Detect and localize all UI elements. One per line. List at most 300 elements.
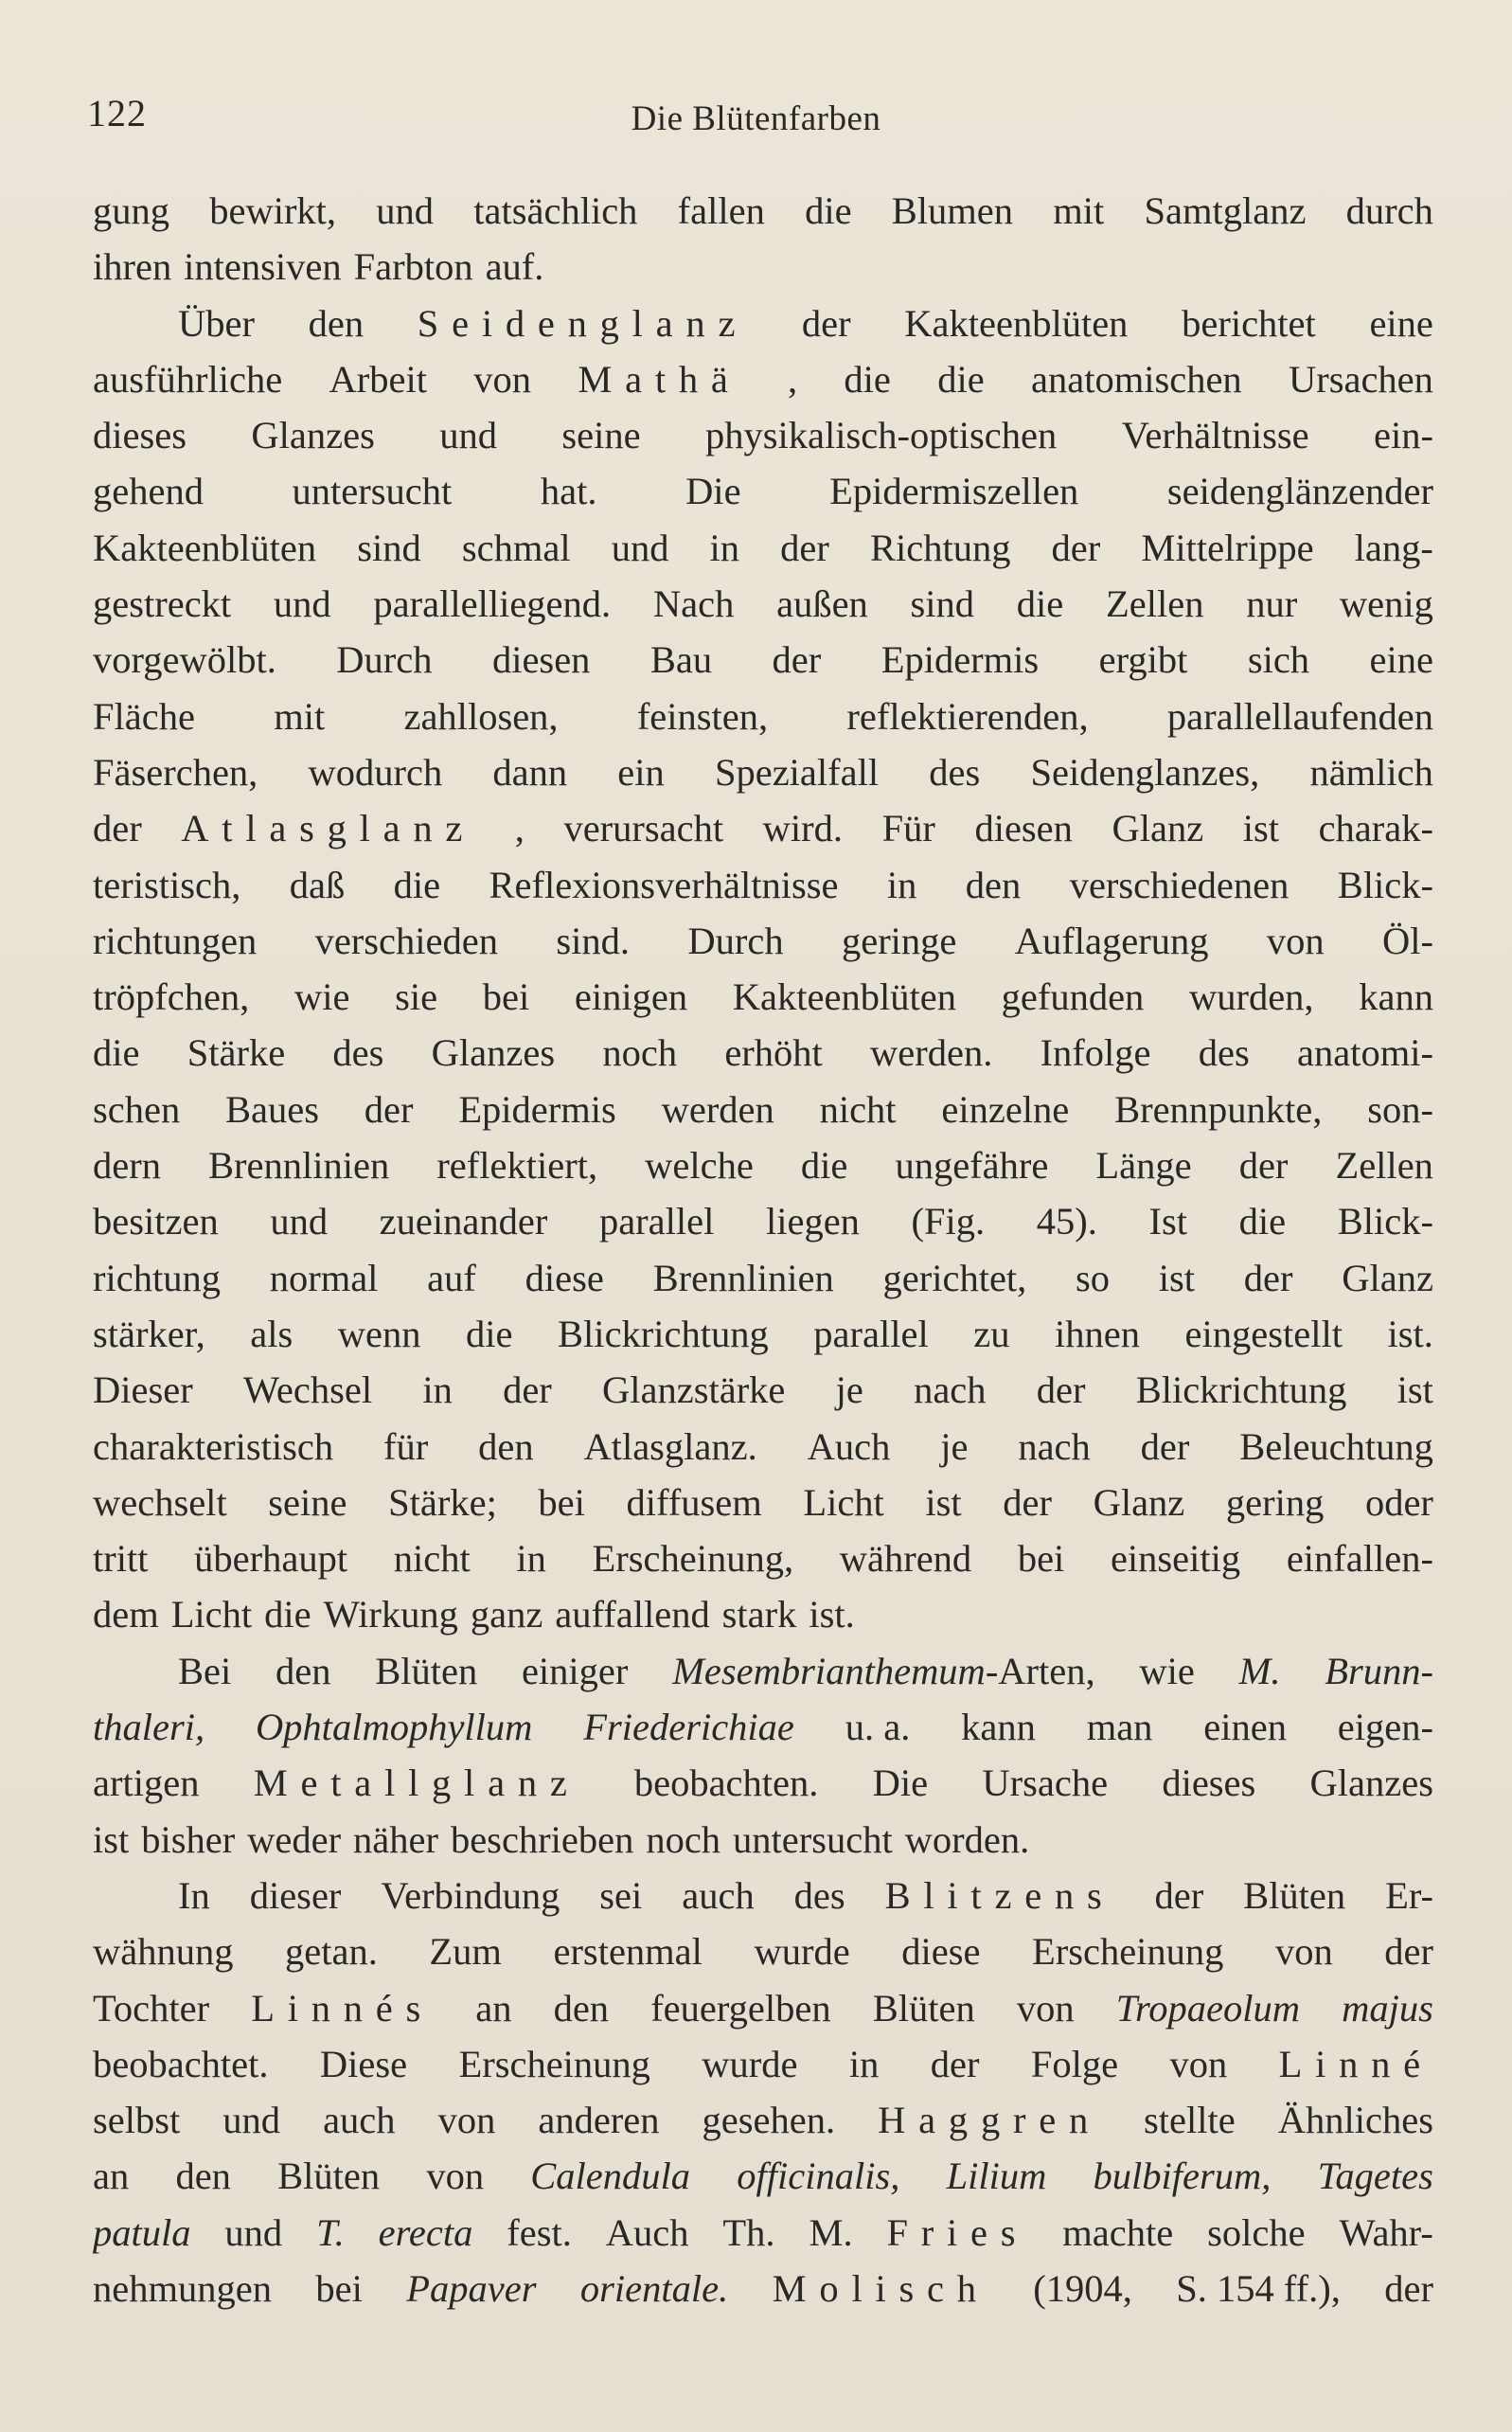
word: (Fig. [911,1200,986,1243]
word: wird. [762,807,844,850]
word: worden. [904,1817,1030,1861]
word: Blumen [891,189,1014,232]
word: Seidenglanzes, [1030,750,1260,794]
text-line [93,688,1433,744]
text-line [93,2205,1433,2261]
word: Stärke [187,1031,286,1075]
word: seidenglänzender [1166,470,1433,513]
word: erecta [378,2210,473,2254]
word: dem [93,1593,159,1636]
word: werden [661,1087,774,1131]
word: Ursache [982,1761,1109,1805]
word: den [275,1649,331,1692]
word: Blüten [1243,1873,1346,1917]
word: den [553,1986,610,2030]
body-text [93,183,1433,2316]
word: nicht [819,1087,897,1131]
word: Brennlinien [208,1144,390,1188]
word: tatsächlich [473,189,638,232]
word: daß [289,863,346,906]
word: einseitig [1110,1537,1241,1581]
word: sind [910,582,975,626]
word: in [709,526,740,569]
word: Epidermis [458,1087,616,1131]
word: die [1016,582,1064,626]
word: von [1016,1986,1075,2030]
word: die [800,1144,848,1188]
word: den [308,301,365,345]
word: wurden, [1188,975,1314,1019]
word: parallellaufenden [1166,694,1433,738]
word: Brunn- [1325,1649,1433,1692]
word: Erscheinung [1031,1930,1224,1974]
word: nehmungen [93,2266,272,2310]
word: und [439,414,497,457]
word: einen [1203,1706,1287,1749]
word: fest. [507,2210,572,2254]
word: Erscheinung [458,2042,650,2085]
word: wie [294,975,350,1019]
word: Über [178,301,255,345]
word: und [376,189,435,232]
word: und [270,1200,329,1243]
word: die [264,1593,311,1636]
word: Stärke; [388,1480,497,1524]
word: Glanzes [251,414,375,457]
word: welche [645,1144,754,1188]
word: weder [247,1817,342,1861]
word: Nach [652,582,735,626]
word: Richtung [869,526,1011,569]
word: kann [961,1706,1036,1749]
text-line [93,632,1433,688]
word: Zellen [1335,1144,1433,1188]
word: Brennpunkte, [1114,1087,1323,1131]
word: bei [482,975,530,1019]
word: liegen [765,1200,860,1243]
word: sei [599,1873,643,1917]
word: gerichtet, [882,1256,1027,1299]
word: Linnés [251,1986,435,2030]
word: fallen [677,189,765,232]
word: Zum [429,1930,502,1974]
word: physikalisch-optischen [705,414,1058,457]
word: in [516,1537,546,1581]
word: ihnen [1055,1312,1140,1355]
text-line [93,2261,1433,2316]
word: der [1238,1144,1289,1188]
word: und [273,582,331,626]
word: Glanz [1112,807,1204,850]
word: Molisch [772,2266,989,2310]
word: ist [925,1480,962,1524]
word: Die [872,1761,929,1805]
word: , [787,357,798,401]
word: Glanz [1093,1480,1185,1524]
text-line [93,1419,1433,1475]
text-line [93,2092,1433,2148]
text-line [93,1082,1433,1137]
word: je [835,1368,863,1412]
word: feuergelben [650,1986,831,2030]
word: bulbiferum, [1093,2155,1272,2198]
page-number: 122 [87,92,147,134]
word: Ist [1148,1200,1188,1243]
word: die [937,357,985,401]
word: verschiedenen [1069,863,1290,906]
word: beschrieben [450,1817,634,1861]
word: von [1266,919,1325,962]
word: und [222,2099,281,2142]
word: Tagetes [1317,2155,1433,2198]
word: von [1169,2042,1228,2085]
word: nämlich [1309,750,1433,794]
word: anderen [538,2099,660,2142]
word: Mittelrippe [1141,526,1314,569]
word: in [848,2042,880,2085]
word: an [93,2155,130,2198]
word: kann [1359,975,1433,1019]
word: Durch [687,919,784,962]
word: Blüten [872,1986,975,2030]
word: auch [323,2099,396,2142]
word: wodurch [308,750,443,794]
word: Auch [807,1424,891,1468]
word: die [393,863,441,906]
word: verschieden [314,919,498,962]
word: ein- [1373,414,1433,457]
word: Durch [336,638,433,682]
word: auch [682,1873,755,1917]
word: (1904, [1033,2266,1132,2310]
word: selbst [93,2099,181,2142]
word: Tropaeolum [1115,1986,1300,2030]
word: Er- [1385,1873,1433,1917]
word: der [772,638,822,682]
word: gering [1225,1480,1325,1524]
word: von [426,2155,485,2198]
word: parallel [598,1200,715,1243]
word: Kakteenblüten [93,526,317,569]
word: orientale. [579,2266,729,2310]
word: während [839,1537,972,1581]
word: beobachten. [633,1761,819,1805]
word: Erscheinung, [592,1537,794,1581]
word: näher [353,1817,438,1861]
word: hat. [540,470,597,513]
text-line [93,800,1433,856]
word: von [473,357,532,401]
word: gesehen. [702,2099,836,2142]
word: ist [1242,807,1279,850]
word: auffallend [555,1593,710,1636]
word: 45). [1036,1200,1097,1243]
word: eine [1369,301,1433,345]
word: sich [1247,638,1310,682]
word: Brennlinien [652,1256,834,1299]
word: die [844,357,891,401]
word: werden. [870,1031,993,1075]
word: Wirkung [323,1593,458,1636]
word: Glanz [1342,1256,1433,1299]
word: eine [1369,638,1433,682]
word: stellte [1144,2099,1236,2142]
word: Auch [605,2210,689,2254]
text-line [93,1812,1433,1868]
word: eingestellt [1184,1312,1343,1355]
word: Metallglanz [253,1761,580,1805]
text-line [93,239,1433,295]
word: einfallen- [1286,1537,1433,1581]
word: T. [316,2210,345,2254]
word: der [930,2042,980,2085]
word: Wahr- [1339,2210,1433,2254]
word: des [793,1873,845,1917]
word: Länge [1095,1144,1192,1188]
word: der [93,807,142,850]
word: einigen [574,975,688,1019]
word: Für [881,807,935,850]
word: des [1198,1031,1250,1075]
text-line [93,1643,1433,1699]
word: Folge [1030,2042,1119,2085]
word: an [475,1986,512,2030]
word: der [1036,1368,1086,1412]
word: den [965,863,1022,906]
word: bewirkt, [209,189,337,232]
word: und [224,2210,283,2254]
word: richtungen [93,919,258,962]
word: besitzen [93,1200,219,1243]
text-line [93,1362,1433,1418]
text-line [93,576,1433,632]
word: die [1238,1200,1287,1243]
word: charak- [1318,807,1433,850]
word: der [364,1087,414,1131]
word: ganz [470,1593,543,1636]
word: wechselt [93,1480,227,1524]
word: Reflexionsverhältnisse [489,863,839,906]
word: Arbeit [329,357,427,401]
text-line [93,1530,1433,1586]
word: diesen [491,638,591,682]
word: die [805,189,852,232]
word: Blüten [375,1649,478,1692]
word: artigen [93,1761,200,1805]
word: charakteristisch [93,1424,334,1468]
word: gefunden [1001,975,1145,1019]
word: Samtglanz [1144,189,1307,232]
word: diese [901,1930,981,1974]
word: nach [1018,1424,1091,1468]
word: Bau [649,638,713,682]
word: Beleuchtung [1239,1424,1433,1468]
word: Blickrichtung [1135,1368,1347,1412]
text-line [93,1586,1433,1642]
word: machte [1062,2210,1174,2254]
text-line [93,1306,1433,1362]
word: auf [427,1256,476,1299]
word: zueinander [379,1200,548,1243]
word: officinalis, [737,2155,900,2198]
word: Fries [886,2210,1029,2254]
word: dieser [249,1873,342,1917]
word: als [250,1312,294,1355]
word: stärker, [93,1312,205,1355]
text-line [93,1475,1433,1530]
word: wenn [337,1312,421,1355]
word: Epidermis [881,638,1040,682]
word: Atlasglanz. [583,1424,757,1468]
text-line [93,1923,1433,1979]
word: Auflagerung [1014,919,1209,962]
text-line [93,520,1433,576]
word: Ursachen [1288,357,1433,401]
word: seine [268,1480,347,1524]
word: , [514,807,525,850]
word: Fäserchen, [93,750,258,794]
word: Ophtalmophyllum [255,1706,533,1749]
word: je [940,1424,969,1468]
word: feinsten, [636,694,769,738]
word: Zellen [1106,582,1204,626]
word: Glanzes [431,1031,556,1075]
word: so [1076,1256,1111,1299]
word: stark [721,1593,797,1636]
word: bei [538,1480,585,1524]
word: nach [914,1368,987,1412]
word: für [383,1424,429,1468]
word: ist [93,1817,130,1861]
word: Farbton [353,245,473,289]
word: der [1384,2266,1433,2310]
word: eigen- [1337,1706,1433,1749]
word: reflektierenden, [846,694,1089,738]
text-line [93,969,1433,1025]
word: sind. [556,919,630,962]
word: lang- [1354,526,1433,569]
word: Linné [1278,2042,1433,2085]
word: seine [561,414,641,457]
word: Wechsel [242,1368,373,1412]
text-line [93,1868,1433,1923]
word: majus [1342,1986,1433,2030]
text-line [93,913,1433,969]
word: von [437,2099,496,2142]
word: untersucht [292,470,453,513]
word: Seidenglanz [417,301,749,345]
word: wurde [702,2042,798,2085]
word: der [1003,1480,1052,1524]
word: gung [93,189,169,232]
word: intensiven [184,245,342,289]
word: Epidermiszellen [829,470,1079,513]
word: diffusem [626,1480,762,1524]
word: teristisch, [93,863,241,906]
word: ergibt [1098,638,1188,682]
word: schen [93,1087,181,1131]
text-line [93,295,1433,351]
text-line [93,1755,1433,1811]
word: son- [1367,1087,1433,1131]
word: den [478,1424,534,1468]
word: der [1243,1256,1293,1299]
word: Mesembrianthemum-Arten, [672,1649,1095,1692]
word: Friederichiae [583,1706,794,1749]
word: ist. [1387,1312,1433,1355]
word: der [1051,526,1101,569]
word: Blüten [277,2155,381,2198]
word: überhaupt [194,1537,348,1581]
word: den [175,2155,231,2198]
word: von [1274,1930,1333,1974]
word: ist. [809,1593,855,1636]
word: verursacht [563,807,724,850]
word: ist [1396,1368,1433,1412]
text-line [93,1980,1433,2036]
word: parallelliegend. [373,582,612,626]
word: Atlasglanz [181,807,476,850]
word: bei [315,2266,363,2310]
word: gestreckt [93,582,232,626]
text-line [93,183,1433,239]
word: nur [1246,582,1298,626]
word: M. [809,2210,853,2254]
word: bei [1017,1537,1065,1581]
word: Licht [170,1593,253,1636]
word: Blitzens [884,1873,1115,1917]
word: Diese [319,2042,408,2085]
word: tritt [93,1537,149,1581]
word: dann [492,750,568,794]
word: der [801,301,851,345]
word: Blickrichtung [558,1312,769,1355]
word: reflektiert, [436,1144,598,1188]
word: Lilium [946,2155,1047,2198]
word: in [886,863,917,906]
word: Blick- [1337,863,1433,906]
word: ist [1158,1256,1196,1299]
word: ungefähre [895,1144,1049,1188]
word: Glanzes [1309,1761,1433,1805]
word: auf. [485,245,544,289]
word: der [503,1368,552,1412]
word: wurde [754,1930,850,1974]
word: ausführliche [93,357,283,401]
text-line [93,407,1433,463]
word: Verhältnisse [1121,414,1309,457]
word: erstenmal [553,1930,703,1974]
word: oder [1364,1480,1433,1524]
word: die [466,1312,513,1355]
text-line [93,463,1433,519]
word: des [332,1031,384,1075]
word: wenig [1339,582,1433,626]
word: gehend [93,470,204,513]
word: Baues [225,1087,319,1131]
word: des [929,750,981,794]
word: erhöht [724,1031,823,1075]
word: und [611,526,669,569]
text-line [93,1250,1433,1306]
word: Fläche [93,694,195,738]
word: Kakteenblüten [732,975,956,1019]
word: Papaver [406,2266,537,2310]
word: untersucht [733,1817,893,1861]
word: Infolge [1040,1031,1151,1075]
word: beobachtet. [93,2042,269,2085]
word: vorgewölbt. [93,638,276,682]
